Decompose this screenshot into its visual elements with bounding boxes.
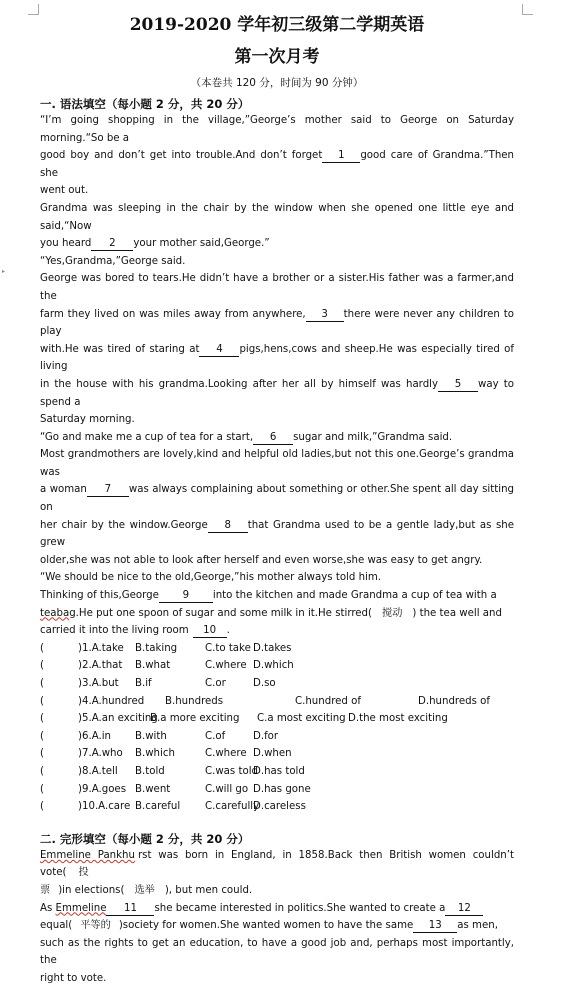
- option-b: B.careful: [135, 801, 181, 813]
- passage-line: Emmeline Pankhu rst was born in England, in 1858.Back then British women couldn’t vote( 投: [40, 849, 514, 879]
- option-c: C.or: [205, 678, 226, 689]
- blank-12[interactable]: 12: [445, 902, 483, 916]
- passage-line: good boy and don’t get into trouble.And don’t forget 1 good care of Grandma.”Then she: [40, 150, 514, 179]
- spell-flag-name: Emmeline Pankhu: [40, 849, 135, 861]
- option-row: [40, 781, 514, 799]
- option-c: C.was told: [205, 765, 258, 777]
- crop-mark-top-left: [28, 4, 39, 15]
- margin-marker: ▸: [2, 268, 6, 275]
- option-c: C.where: [205, 660, 247, 672]
- blank-11[interactable]: 11: [106, 902, 154, 916]
- passage-line: Most grandmothers are lovely,kind and helpful old ladies,but not this one.George’s grandma was: [40, 449, 514, 478]
- section-grammar-heading: 一. 语法填空（每小题 2 分，共 20 分）: [40, 97, 250, 111]
- exam-title: 2019-2020 学年初三级第二学期英语: [129, 15, 425, 35]
- spell-flag-teaba: teaba: [40, 607, 70, 619]
- exam-note: （本卷共 120 分，时间为 90 分钟）: [190, 77, 364, 89]
- grammar-passage: [40, 112, 514, 640]
- option-a: )1.A.take: [78, 642, 124, 654]
- grammar-options-list: [40, 640, 514, 816]
- option-d: D.takes: [253, 642, 292, 654]
- passage-line: George was bored to tears.He didn’t have a brother or a sister.His father was a farmer,and the: [40, 273, 514, 302]
- option-c: C.will go: [205, 783, 249, 795]
- blank-3[interactable]: 3: [306, 308, 344, 322]
- option-d: D.has told: [253, 765, 305, 777]
- passage-line: right to vote.: [40, 972, 107, 984]
- option-a: )5.A.an exciting: [78, 713, 158, 725]
- option-d: D.hundreds of: [418, 695, 490, 707]
- passage-line: such as the rights to get an education, to have a good job and, perhaps most importantly, the: [40, 937, 514, 967]
- option-b: B.what: [135, 660, 171, 672]
- passage-line: “Yes,Grandma,”George said.: [40, 255, 186, 267]
- blank-6[interactable]: 6: [253, 431, 293, 445]
- option-row: [40, 798, 514, 816]
- passage-line: teabag.He put one spoon of sugar and some milk in it.He stirred( 搅动 ) the tea well and: [40, 607, 502, 619]
- answer-paren[interactable]: (: [40, 642, 44, 654]
- option-a: )2.A.that: [78, 660, 123, 672]
- passage-line: “I’m going shopping in the village,”George’s mother said to George on Saturday morning.“So be a: [40, 115, 514, 144]
- blank-5[interactable]: 5: [438, 378, 478, 392]
- passage-line: “Go and make me a cup of tea for a start, 6 sugar and milk,”Grandma said.: [40, 431, 453, 443]
- option-d: D.for: [253, 730, 279, 742]
- option-b: B.told: [135, 765, 165, 777]
- cloze-passage: [40, 847, 514, 988]
- passage-line: you heard 2 your mother said,George.”: [40, 238, 270, 250]
- option-row: [40, 657, 514, 675]
- option-a: )8.A.tell: [78, 765, 118, 777]
- option-b: B.hundreds: [165, 695, 224, 707]
- answer-paren[interactable]: (: [40, 678, 44, 689]
- blank-10[interactable]: 10: [193, 624, 227, 638]
- option-d: D.the most exciting: [348, 713, 448, 725]
- answer-paren[interactable]: (: [40, 713, 44, 725]
- option-a: )10.A.care: [78, 801, 131, 813]
- passage-line: a woman 7 was always complaining about something or other.She spent all day sitting on: [40, 484, 514, 514]
- option-b: B.which: [135, 748, 175, 760]
- option-b: B.taking: [135, 642, 178, 654]
- passage-line: Saturday morning.: [40, 414, 135, 426]
- section-cloze-heading: 二. 完形填空（每小题 2 分，共 20 分）: [40, 831, 250, 846]
- option-d: D.careless: [253, 801, 306, 813]
- blank-4[interactable]: 4: [199, 343, 239, 357]
- passage-line: in the house with his grandma.Looking after her all by himself was hardly 5 way to spend a: [40, 378, 515, 408]
- exam-subtitle: 第一次月考: [234, 47, 320, 67]
- option-c: C.of: [205, 730, 226, 742]
- passage-line: with.He was tired of staring at 4 pigs,hens,cows and sheep.He was especially tired of living: [40, 343, 514, 373]
- answer-paren[interactable]: (: [40, 783, 44, 795]
- answer-paren[interactable]: (: [40, 801, 44, 813]
- option-b: B.with: [135, 730, 167, 742]
- option-row: [40, 763, 514, 781]
- answer-paren[interactable]: (: [40, 765, 44, 777]
- option-b: B.if: [135, 678, 152, 689]
- crop-mark-top-right: [522, 4, 533, 15]
- option-row: [40, 675, 514, 693]
- option-row: [40, 693, 514, 711]
- option-b: B.went: [135, 783, 171, 795]
- spell-flag-emmeline: Emmeline: [55, 902, 107, 914]
- option-a: )3.A.but: [78, 678, 119, 689]
- passage-line: carried it into the living room 10 .: [40, 625, 230, 637]
- answer-paren[interactable]: (: [40, 695, 44, 707]
- answer-paren[interactable]: (: [40, 748, 44, 760]
- blank-7[interactable]: 7: [87, 483, 129, 497]
- option-row: [40, 640, 514, 658]
- option-a: )6.A.in: [78, 730, 112, 742]
- option-b: B.a more exciting: [150, 713, 240, 725]
- option-a: )7.A.who: [78, 748, 123, 760]
- gloss-stir: 搅动: [382, 607, 403, 619]
- passage-line: Thinking of this,George 9 into the kitchen and made Grandma a cup of tea with a: [40, 590, 497, 602]
- passage-line: As Emmeline 11 she became interested in politics.She wanted to create a 12: [40, 900, 514, 918]
- blank-8[interactable]: 8: [208, 519, 248, 533]
- answer-paren[interactable]: (: [40, 730, 44, 742]
- passage-line: 票 )in elections( 选举 ), but men could.: [40, 884, 253, 896]
- option-c: C.to take: [205, 642, 251, 654]
- answer-paren[interactable]: (: [40, 660, 44, 672]
- exam-page: [40, 10, 514, 988]
- option-row: [40, 728, 514, 746]
- option-c: C.hundred of: [295, 695, 361, 707]
- option-c: C.carefully: [205, 801, 260, 813]
- option-a: )4.A.hundred: [78, 695, 145, 707]
- passage-line: Grandma was sleeping in the chair by the window when she opened one little eye and said,“Now: [40, 202, 514, 232]
- option-c: C.a most exciting: [257, 713, 346, 725]
- blank-13[interactable]: 13: [413, 919, 457, 933]
- option-d: D.has gone: [253, 783, 311, 795]
- blank-1[interactable]: 1: [322, 149, 360, 163]
- passage-line: equal( 平等的 )society for women.She wanted women to have the same 13 as men,: [40, 920, 498, 932]
- passage-line: her chair by the window.George 8 that Grandma used to be a gentle lady,but as she grew: [40, 519, 514, 549]
- option-a: )9.A.goes: [78, 783, 126, 795]
- blank-2[interactable]: 2: [91, 237, 133, 251]
- option-row: [40, 710, 514, 728]
- passage-line: farm they lived on was miles away from anywhere, 3 there were never any children to play: [40, 308, 514, 338]
- option-c: C.where: [205, 748, 247, 760]
- blank-9[interactable]: 9: [159, 589, 213, 603]
- passage-line: went out.: [40, 185, 89, 197]
- option-d: D.when: [253, 748, 292, 760]
- passage-line: older,she was not able to look after herself and even worse,she was easy to get angry.: [40, 554, 483, 566]
- passage-line: “We should be nice to the old,George,”his mother always told him.: [40, 572, 382, 584]
- option-d: D.which: [253, 660, 294, 672]
- option-row: [40, 745, 514, 763]
- option-d: D.so: [253, 678, 276, 689]
